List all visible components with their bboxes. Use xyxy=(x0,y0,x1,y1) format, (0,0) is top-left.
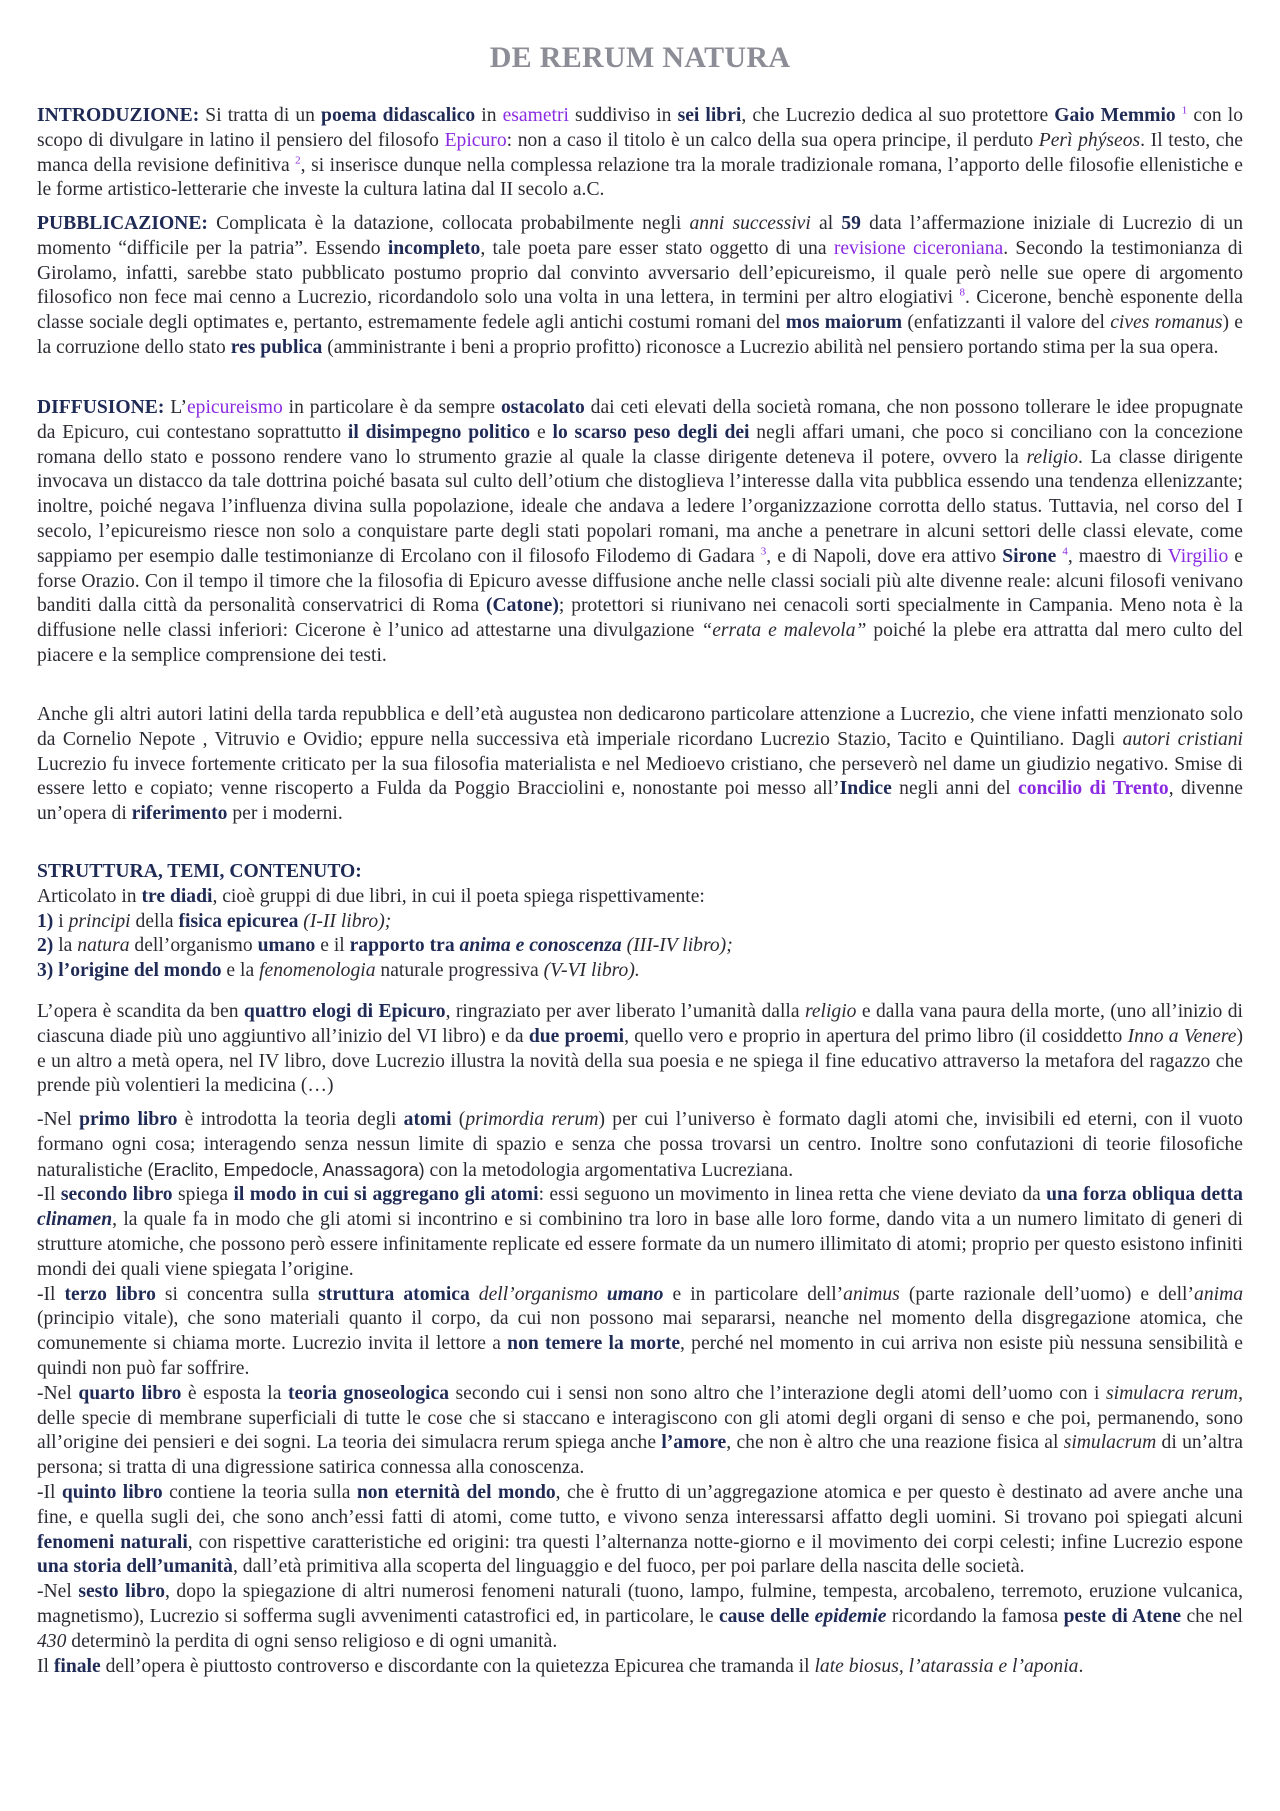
text: negli affari umani, che poco si conciliano con la concezione romana dello stato e possono rendere vano lo strumento grazie al quale la classe dirigente deteneva il potere, ovvero la xyxy=(37,421,1243,468)
book-5-paragraph xyxy=(37,1481,1243,1580)
text-bold: sei libri xyxy=(677,105,742,126)
text-bold: riferimento xyxy=(131,803,228,825)
intro-heading: INTRODUZIONE: xyxy=(37,105,200,126)
text-bold: cause delle xyxy=(718,1605,815,1627)
text-italic: dell’organismo xyxy=(478,1283,598,1305)
text-bold: umano xyxy=(257,935,316,957)
link-esametri[interactable]: esametri xyxy=(502,105,569,126)
text: -Nel xyxy=(37,1109,80,1130)
book-3-paragraph xyxy=(37,1283,1243,1382)
text-bold: il disimpegno politico xyxy=(347,421,531,443)
text: , che non è altro che una reazione fisica al xyxy=(726,1432,1064,1454)
text: , perché nel momento in cui arriva non esiste più nessuna sensibilità e quindi non può far soffrire. xyxy=(37,1333,1243,1379)
text-bold: (Catone) xyxy=(485,595,559,617)
text-bold: quarto libro xyxy=(78,1382,182,1404)
text-bold: res publica xyxy=(230,336,323,358)
text: e il xyxy=(315,935,350,957)
text: Anche gli altri autori latini della tarda repubblica e dell’età augustea non dedicarono particolare attenzione a Lucrezio, che viene infatti menzionato solo da Cornelio Nepote , Vitruvio e Ovidio; eppure nella successiva età imperiale ricordano Lucrezio Stazio, Tacito e Quintiliano. Dagli xyxy=(37,704,1243,750)
text-bold: tre diadi xyxy=(141,885,213,907)
text: dell’organismo xyxy=(129,935,258,957)
footnote-ref[interactable]: 3 xyxy=(760,545,767,558)
text: determinò la perdita di ogni senso religioso e di ogni umanità. xyxy=(66,1630,558,1652)
text: per i moderni. xyxy=(227,803,343,825)
text-bold: Sirone xyxy=(1002,545,1057,567)
footnote-ref[interactable]: 2 xyxy=(295,154,301,167)
link-epicuro[interactable]: Epicuro xyxy=(444,129,507,151)
text: . Il testo, che manca della revisione definitiva xyxy=(37,129,1243,176)
text: è esposta la xyxy=(181,1382,288,1404)
book-2-paragraph xyxy=(37,1183,1243,1282)
document-page xyxy=(37,0,1244,1677)
text: ( xyxy=(451,1109,466,1130)
text-italic: Inno a Venere xyxy=(1127,1025,1237,1047)
diad-item-3 xyxy=(37,959,1243,984)
text: , tale poeta pare esser stato oggetto di una xyxy=(480,237,834,259)
footnote-ref[interactable]: 4 xyxy=(1062,545,1068,558)
text: , quello vero e proprio in apertura del primo libro (il cosiddetto xyxy=(624,1025,1128,1047)
text-italic: (I-II libro); xyxy=(298,910,392,932)
text-bold: non temere la morte xyxy=(507,1333,681,1355)
publication-heading: PUBBLICAZIONE: xyxy=(37,213,208,234)
text: e in particolare dell’ xyxy=(663,1283,844,1305)
text-bold: incompleto xyxy=(387,237,481,259)
text: , la quale fa in modo che gli atomi si incontrino e si combinino tra loro in base alle loro forme, dando vita a un numero limitato di generi di strutture atomiche, che possono però essere infinitamente replicate ed essere formate da un numero illimitato di atomi; proprio per questo esistono infiniti mondi dei quali viene spiegata l’origine. xyxy=(37,1209,1243,1280)
text: -Il xyxy=(37,1283,65,1305)
text-bold: secondo libro xyxy=(60,1184,173,1206)
text-bold: quinto libro xyxy=(61,1481,163,1503)
text: Il xyxy=(37,1655,54,1677)
text: e dalla vana paura della morte, (uno all’inizio di ciascuna diade più uno aggiuntivo all’inizio del VI libro) e da xyxy=(37,1001,1243,1047)
page-title: DE RERUM NATURA xyxy=(489,41,791,74)
text-italic: simulacra rerum xyxy=(1106,1382,1239,1404)
footnote-ref[interactable]: 1 xyxy=(1181,104,1188,117)
text-italic: animus xyxy=(843,1283,900,1305)
text: e xyxy=(530,421,553,443)
text-bold: 59 xyxy=(841,213,861,234)
text: -Nel xyxy=(37,1581,79,1603)
text: (Eraclito, Empedocle, Anassagora) xyxy=(147,1159,425,1180)
text-bold: il modo in cui si aggregano gli atomi xyxy=(233,1184,539,1206)
book-6-paragraph xyxy=(37,1580,1243,1654)
elogi-paragraph xyxy=(37,1000,1243,1099)
text: di un’altra persona; si tratta di una digressione satirica connessa alla conoscenza. xyxy=(37,1432,1243,1479)
text-italic: Perì phýseos xyxy=(1038,129,1141,151)
text: , ringraziato per aver liberato l’umanità dalla xyxy=(445,1001,805,1022)
text: e forse Orazio. Con il tempo il timore che la filosofia di Epicuro avesse diffusione anche nelle classi sociali più alte divenne reale: alcuni filosofi venivano banditi dalla città da personalità conservatrici di Roma xyxy=(37,545,1243,617)
book-4-paragraph xyxy=(37,1382,1243,1481)
text: che nel xyxy=(1181,1605,1243,1627)
text-bold: lo scarso peso degli dei xyxy=(552,421,750,443)
text: e la xyxy=(221,960,260,982)
books-section xyxy=(37,1108,1243,1679)
text: -Il xyxy=(37,1184,61,1206)
text-bold: una forza obliqua detta xyxy=(1046,1184,1243,1206)
text: -Nel xyxy=(37,1382,79,1404)
text: , che Lucrezio dedica al suo protettore xyxy=(741,105,1055,126)
text: suddiviso in xyxy=(568,105,678,126)
text: ricordando la famosa xyxy=(886,1605,1064,1627)
text: -Il xyxy=(37,1481,62,1503)
text-italic: (III-IV libro); xyxy=(621,935,733,957)
text: , cioè gruppi di due libri, in cui il poeta spiega rispettivamente: xyxy=(212,885,705,907)
link-virgilio[interactable]: Virgilio xyxy=(1167,545,1229,567)
link-epicureismo[interactable]: epicureismo xyxy=(186,397,283,418)
text: ) e la corruzione dello stato xyxy=(37,312,1244,358)
text: , maestro di xyxy=(1067,545,1168,567)
structure-intro xyxy=(37,885,1243,910)
text-bold: fenomeni naturali xyxy=(37,1531,188,1553)
publication-paragraph xyxy=(37,212,1243,361)
diad-item-1 xyxy=(37,910,1243,935)
text-bold: rapporto tra xyxy=(349,935,460,957)
text-bold-italic: anima e conoscenza xyxy=(459,935,622,957)
text: , divenne un’opera di xyxy=(37,778,1243,825)
structure-section xyxy=(37,860,1243,984)
text: data l’affermazione iniziale di Lucrezio di un momento “difficile per la patria”. Essendo xyxy=(37,213,1244,259)
text-bold: peste di Atene xyxy=(1063,1605,1182,1627)
text-bold: Indice xyxy=(839,778,892,800)
text: : non a caso il titolo è un calco della sua opera principe, il perduto xyxy=(506,129,1039,151)
text: (principio vitale), che sono materiali quanto il corpo, da cui non possono mai separarsi, neanche nel momento della disgregazione atomica, che comunemente si chiama morte. Lucrezio invita il lettore a xyxy=(37,1308,1243,1355)
text: , dall’età primitiva alla scoperta del linguaggio e del fuoco, per poi parlare della nascita delle società. xyxy=(232,1556,1025,1578)
text xyxy=(470,1284,479,1305)
text-bold-italic: clinamen xyxy=(37,1209,113,1231)
text: secondo cui i sensi non sono altro che l’interazione degli atomi dell’uomo con i xyxy=(449,1382,1107,1404)
text: (enfatizzanti il valore del xyxy=(902,312,1111,334)
text-bold: non eternità del mondo xyxy=(356,1481,556,1503)
text-italic: primordia rerum xyxy=(465,1109,599,1130)
text: ; protettori si riunivano nei cenacoli sorti specialmente in Campania. Meno nota è la diffusione nelle classi inferiori: Cicerone è l’unico ad attestarne una divulgazione xyxy=(37,595,1244,642)
text: Si tratta di un xyxy=(199,105,322,126)
text-bold: una storia dell’umanità xyxy=(37,1556,233,1578)
text-italic: anima xyxy=(1194,1283,1244,1305)
text-italic: late biosus, l’atarassia e l’aponia xyxy=(814,1655,1079,1677)
text: spiega xyxy=(172,1184,234,1206)
text-bold: quattro elogi di Epicuro xyxy=(243,1001,446,1022)
text-bold: mos maiorum xyxy=(785,312,903,334)
text: , dopo la spiegazione di altri numerosi fenomeni naturali (tuono, lampo, fulmine, tempesta, arcobaleno, terremoto, eruzione vulcanica, magnetismo), Lucrezio si sofferma sugli avvenimenti catastrofici ed, in particolare, le xyxy=(37,1581,1244,1627)
text-italic: religio xyxy=(804,1001,857,1022)
text: in xyxy=(475,105,503,126)
intro-paragraph xyxy=(37,104,1243,203)
text: poiché la plebe era attratta dal mero culto del piacere e la semplice comprensione dei testi. xyxy=(37,620,1244,666)
text-italic: cives romanus xyxy=(1110,312,1223,334)
text-italic: principi xyxy=(68,910,131,932)
text-italic: (V-VI libro). xyxy=(543,960,640,982)
text-italic: religio xyxy=(1026,446,1079,468)
text: . Cicerone, benchè esponente della classe sociale degli optimates e, pertanto, estremamente fedele agli antichi costumi romani del xyxy=(37,287,1243,334)
text: . Secondo la testimonianza di Girolamo, infatti, sarebbe stato pubblicato postumo proprio dal convinto avversario dell’epicureismo, il quale però nelle sue opere di argomento filosofico non fece mai cenno a Lucrezio, ricordandolo solo una volta in una lettera, in termini per altro elogiativi xyxy=(37,237,1243,309)
text-bold: struttura atomica xyxy=(318,1283,470,1305)
text: al xyxy=(810,213,842,234)
text-italic: “errata e malevola” xyxy=(701,620,867,642)
text-bold: l’origine del mondo xyxy=(53,960,222,982)
text: ) per cui l’universo è formato dagli atomi che, invisibili ed eterni, con il vuoto formano ogni cosa; interagendo senza nessun limite di spazio e senza che possa trovarsi un centro. Inoltre sono confutazioni di teorie filosofiche naturalistiche xyxy=(37,1109,1243,1181)
text-bold: teoria gnoseologica xyxy=(287,1382,449,1404)
link-concilio-di-trento[interactable]: concilio di Trento xyxy=(1018,778,1169,800)
text-bold: atomi xyxy=(403,1109,452,1130)
text: della xyxy=(130,910,179,932)
text: negli anni del xyxy=(891,778,1018,800)
text-bold: fisica epicurea xyxy=(178,910,299,932)
text-bold-italic: umano xyxy=(606,1283,664,1305)
text-bold: primo libro xyxy=(79,1109,178,1130)
text-bold: finale xyxy=(53,1655,101,1677)
text: , e di Napoli, dove era attivo xyxy=(766,545,1003,567)
text: contiene la teoria sulla xyxy=(162,1481,357,1503)
text: la xyxy=(53,935,78,957)
final-paragraph xyxy=(37,1655,1243,1680)
text-bold-italic: epidemie xyxy=(814,1605,887,1627)
text xyxy=(598,1284,607,1305)
text-italic: anni successivi xyxy=(689,213,811,234)
text: , delle specie di membrane superficiali di tutte le cose che si staccano e interagiscono con gli atomi degli organi di senso e che poi, permanendo, sono all’origine dei pensieri e dei sogni. La teoria dei simulacra rerum spiega anche xyxy=(37,1382,1243,1454)
diad-number: 3) xyxy=(37,960,54,982)
text: Articolato in xyxy=(37,885,142,907)
diffusion-heading: DIFFUSIONE: xyxy=(37,397,165,418)
text: Lucrezio fu invece fortemente criticato per la sua filosofia materialista e nel Medioevo cristiano, che perseverò nel dame un giudizio negativo. Smise di essere letto e copiato; venne riscoperto a Fulda da Poggio Bracciolini e, nonostante poi messo all’ xyxy=(37,753,1243,800)
text-italic: natura xyxy=(77,935,130,957)
text: . xyxy=(1078,1655,1084,1677)
text-bold: sesto libro xyxy=(78,1581,166,1603)
text: con la metodologia argomentativa Lucreziana. xyxy=(424,1159,794,1181)
diad-number: 1) xyxy=(37,910,54,932)
diad-number: 2) xyxy=(37,935,54,957)
text-bold: Gaio Memmio xyxy=(1054,105,1176,126)
text: , con rispettive caratteristiche ed origini: tra questi l’alternanza notte-giorno e il movimento dei corpi celesti; infine Lucrezio espone xyxy=(187,1531,1244,1553)
diffusion-paragraph xyxy=(37,396,1243,669)
text: dai ceti elevati della società romana, che non possono tollerare le idee propugnate da Epicuro, cui contestano soprattutto xyxy=(37,397,1244,443)
text: , si inserisce dunque nella complessa relazione tra la morale tradizionale romana, l’apporto delle filosofie ellenistiche e le forme artistico-letterarie che investe la cultura latina dal II secolo a.C. xyxy=(37,154,1243,201)
text: , che è frutto di un’aggregazione atomica e per questo è destinato ad avere anche una fine, e quella sugli dei, che sono anch’essi fatti di atomi, come tutto, e vivono senza interessarsi affatto degli uomini. Si trovano poi spiegati alcuni xyxy=(37,1481,1243,1528)
text: si concentra sulla xyxy=(155,1283,319,1305)
book-1-paragraph xyxy=(37,1108,1243,1183)
text: Complicata è la datazione, collocata probabilmente negli xyxy=(207,213,690,234)
text-italic: autori cristiani xyxy=(1122,728,1243,750)
text: (amministrante i beni a proprio profitto) riconosce a Lucrezio abilità nel pensiero portando stima per la sua opera. xyxy=(322,336,1219,358)
text: : essi seguono un movimento in linea retta che viene deviato da xyxy=(538,1184,1047,1206)
text-bold: due proemi xyxy=(528,1025,625,1047)
text: L’ xyxy=(164,397,187,418)
text: ) e un altro a metà opera, nel IV libro, dove Lucrezio illustra la novità della sua poesia e ne spiega il fine educativo attraverso la metafora del ragazzo che prende più volentieri la medicina (…) xyxy=(37,1025,1243,1097)
text: in particolare è da sempre xyxy=(282,397,501,418)
text-bold: poema didascalico xyxy=(321,105,476,126)
text: con lo scopo di divulgare in latino il pensiero del filosofo xyxy=(37,105,1243,151)
text: è introdotta la teoria degli xyxy=(177,1109,404,1130)
text: dell’opera è piuttosto controverso e discordante con la quietezza Epicurea che tramanda il xyxy=(100,1655,815,1677)
text-italic: simulacrum xyxy=(1063,1432,1157,1454)
text-bold: ostacolato xyxy=(500,397,585,418)
link-revisione-ciceroniana[interactable]: revisione ciceroniana xyxy=(833,237,1004,259)
text-italic: 430 xyxy=(37,1630,67,1652)
text-bold: terzo libro xyxy=(64,1283,156,1305)
diad-item-2 xyxy=(37,934,1243,959)
footnote-ref[interactable]: 8 xyxy=(959,286,965,299)
text: naturale progressiva xyxy=(375,960,544,982)
structure-heading: STRUTTURA, TEMI, CONTENUTO: xyxy=(37,861,362,882)
text: . La classe dirigente invocava un distacco da tale dottrina poiché basata sul culto dell’otium che distoglieva l’interesse dalla vita pubblica essendo una tendenza ellenizzante; inoltre, poiché negava l’influenza divina sulla popolazione, ideale che andava a ledere l’organizzazione corrotta dello status. Tuttavia, nel corso del I secolo, l’epicureismo riesce non solo a conquistare parte degli stati popolari romani, ma anche a penetrare in alcuni settori delle classi elevate, come sappiamo per esempio dalle testimonianze di Ercolano con il filosofo Filodemo di Gadara xyxy=(37,446,1243,567)
text-italic: fenomenologia xyxy=(259,960,376,982)
text: L’opera è scandita da ben xyxy=(37,1001,244,1022)
text: (parte razionale dell’uomo) e dell’ xyxy=(899,1283,1195,1305)
text: i xyxy=(53,910,69,932)
text-bold: l’amore xyxy=(661,1432,727,1454)
reception-paragraph xyxy=(37,703,1243,827)
